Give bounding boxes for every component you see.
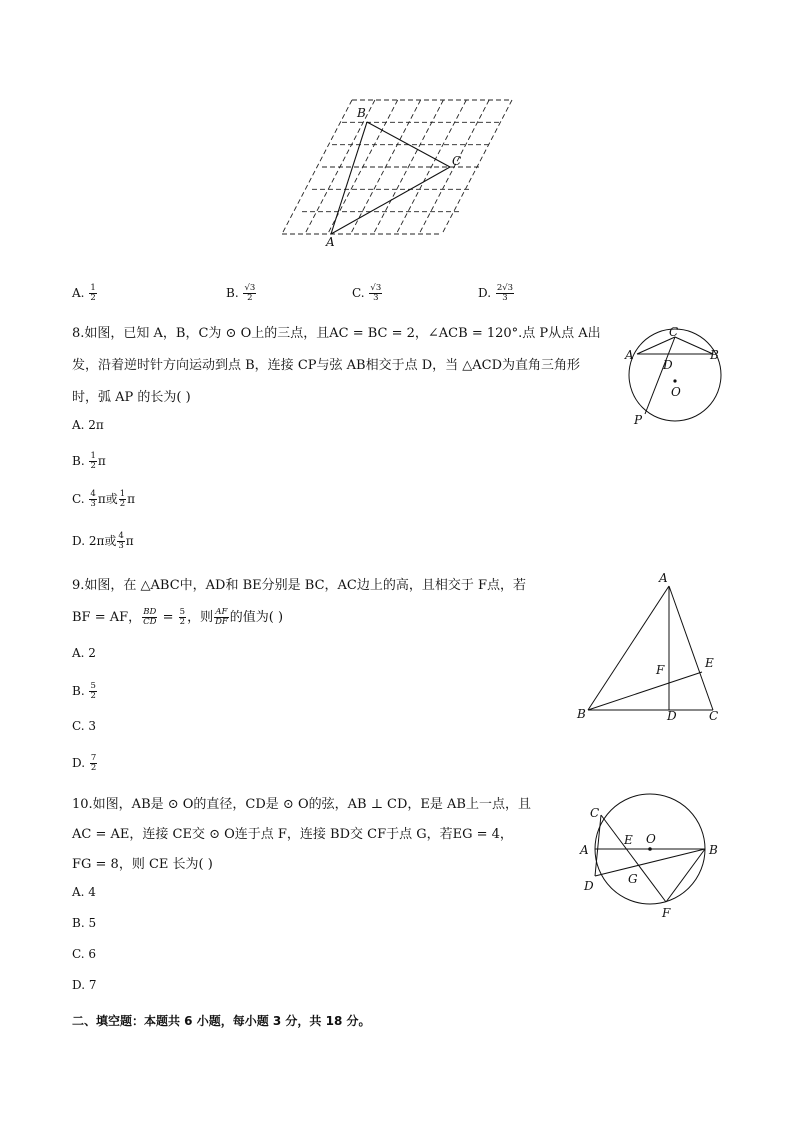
grid-lines <box>282 100 512 234</box>
label-d: D <box>663 358 673 372</box>
q10-text-line3: FG = 8，则 CE 长为( ) <box>72 857 213 872</box>
option-letter: B. <box>72 684 89 698</box>
label-d: D <box>667 709 677 723</box>
q10-text-line2: AC = AE，连接 CE交 ⊙ O连于点 F，连接 BD交 CF于点 G，若EG = 4， <box>72 827 513 842</box>
fraction: $\frac{4}{3}$ <box>118 531 124 551</box>
q7-option-b[interactable] <box>226 284 257 303</box>
label-o: O <box>671 385 681 399</box>
q9-triangle-figure <box>572 568 732 728</box>
q8-option-c[interactable] <box>72 490 135 509</box>
label-b: B <box>709 843 718 857</box>
q9-option-a[interactable]: A. 2 <box>72 646 96 660</box>
q7-grid-figure <box>270 92 530 252</box>
option-letter: C. <box>352 286 365 300</box>
q9-then-text: ，则 <box>187 610 214 625</box>
q8-text-line3: 时，弧 AP 的长为( ) <box>72 390 191 405</box>
label-d: D <box>584 879 594 893</box>
center-dot <box>673 379 676 382</box>
option-letter: C. <box>72 492 89 506</box>
center-dot <box>648 847 652 851</box>
q8-text-line2: 发，沿着逆时针方向运动到点 B，连接 CP与弦 AB相交于点 D，当 △ACD为直角三角形 <box>72 358 581 373</box>
q7-option-c[interactable] <box>352 284 383 303</box>
label-e: E <box>624 833 633 847</box>
fraction: $\frac{1}{2}$ <box>90 283 96 303</box>
q9-text-line1: 9.如图，在 △ABC中，AD和 BE分别是 BC，AC边上的高，且相交于 F点，若 <box>72 578 527 593</box>
label-g: G <box>628 872 638 886</box>
fraction: $\frac{1}{2}$ <box>90 451 96 471</box>
q8-text-line1: 8.如图，已知 A，B，C为 ⊙ O上的三点，且AC = BC = 2，∠ACB = 120°.点 P从点 A出 <box>72 326 601 341</box>
pi-symbol: π <box>127 492 136 506</box>
fraction: $\frac{5}{2}$ <box>179 607 186 627</box>
triangle-abc <box>588 586 713 710</box>
fraction: $\frac{7}{2}$ <box>90 753 97 773</box>
label-c: C <box>709 709 719 723</box>
q9-option-d[interactable] <box>72 754 98 773</box>
fraction: $\frac{√3}{2}$ <box>244 283 256 303</box>
label-f: F <box>662 906 671 920</box>
altitude-be <box>588 672 702 710</box>
label-a: A <box>580 843 589 857</box>
fraction: $\frac{√3}{3}$ <box>370 283 382 303</box>
fraction: $\frac{AF}{DF}$ <box>215 607 228 627</box>
equals: = <box>158 610 178 625</box>
q9-question-text: 的值为( ) <box>229 610 284 625</box>
q8-option-b[interactable] <box>72 452 106 471</box>
q10-option-d[interactable]: D. 7 <box>72 978 97 992</box>
triangle-abc <box>331 122 450 234</box>
q10-option-c[interactable]: C. 6 <box>72 947 97 961</box>
circle-o <box>629 329 721 421</box>
q8-circle-figure <box>620 322 730 430</box>
section-heading: 二、填空题：本题共 6 小题，每小题 3 分，共 18 分。 <box>72 1014 371 1028</box>
option-letter: A. <box>72 286 85 300</box>
option-letter: B. <box>72 454 89 468</box>
label-o: O <box>646 832 656 846</box>
q10-option-a[interactable]: A. 4 <box>72 885 96 899</box>
fraction: $\frac{5}{2}$ <box>90 681 96 701</box>
label-f: F <box>656 663 665 677</box>
q10-circle-figure <box>576 786 726 922</box>
option-letter: D. <box>478 286 492 300</box>
option-letter: D. <box>72 756 89 770</box>
option-letter: D. 2π或 <box>72 534 117 548</box>
fraction: $\frac{2√3}{3}$ <box>496 283 514 303</box>
label-b: B <box>577 707 586 721</box>
chords <box>637 337 713 414</box>
q9-option-b[interactable] <box>72 682 98 701</box>
fraction: $\frac{4}{3}$ <box>90 489 96 509</box>
q10-option-b[interactable]: B. 5 <box>72 916 97 930</box>
label-c: C <box>452 154 462 168</box>
q7-option-d[interactable] <box>478 284 515 303</box>
q7-option-a[interactable] <box>72 284 98 303</box>
option-mid-text: π或 <box>97 492 118 506</box>
label-c: C <box>669 325 679 339</box>
label-a: A <box>326 235 335 249</box>
q9-option-c[interactable]: C. 3 <box>72 719 97 733</box>
label-b: B <box>710 348 719 362</box>
label-p: P <box>634 413 643 427</box>
line-cf <box>601 815 666 902</box>
label-a: A <box>625 348 634 362</box>
fraction: $\frac{1}{2}$ <box>119 489 126 509</box>
fraction: $\frac{BD}{CD}$ <box>143 607 157 627</box>
pi-symbol: π <box>125 534 134 548</box>
option-letter: B. <box>226 286 239 300</box>
label-b: B <box>357 106 366 120</box>
q10-text-line1: 10.如图，AB是 ⊙ O的直径，CD是 ⊙ O的弦，AB ⊥ CD，E是 AB上一点，且 <box>72 797 531 812</box>
q9-condition-text: BF = AF， <box>72 610 142 625</box>
label-a: A <box>659 571 668 585</box>
q8-option-d[interactable] <box>72 532 134 551</box>
pi-symbol: π <box>97 454 106 468</box>
label-c: C <box>590 806 600 820</box>
q9-text-line2 <box>72 606 283 627</box>
q8-option-a[interactable]: A. 2π <box>72 418 104 432</box>
label-e: E <box>705 656 714 670</box>
